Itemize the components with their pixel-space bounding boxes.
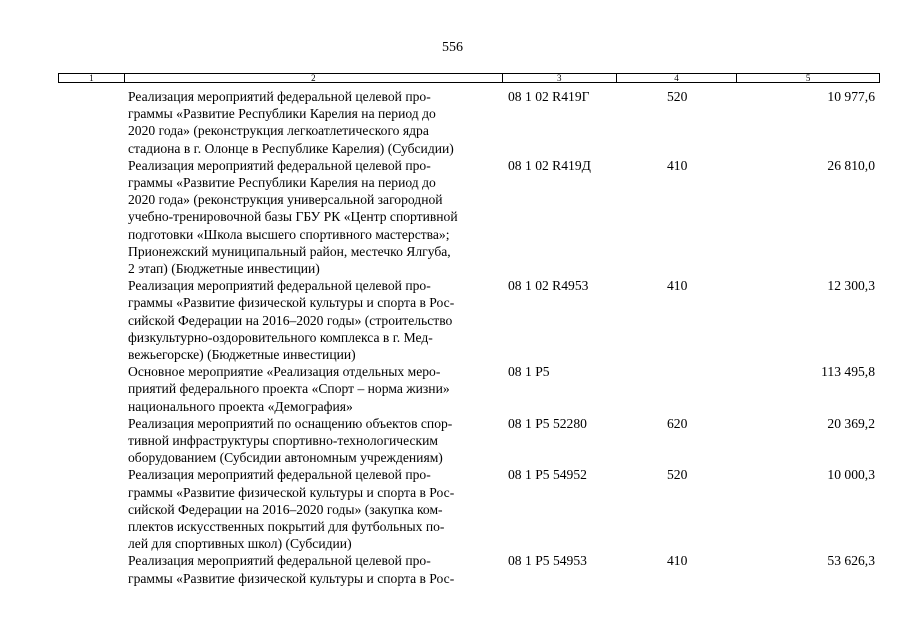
row-amount: 26 810,0 xyxy=(827,157,875,173)
header-cell-2: 2 xyxy=(125,74,503,82)
row-amount: 20 369,2 xyxy=(827,415,875,431)
header-cell-5: 5 xyxy=(805,73,811,83)
row-amount: 12 300,3 xyxy=(827,278,875,294)
row-expense-type: 620 xyxy=(667,415,688,431)
row-code: 08 1 02 R4953 xyxy=(508,278,589,294)
table-row xyxy=(58,466,880,552)
row-description: Реализация мероприятий федеральной целевой про- граммы «Развитие физической культуры и спорта в Рос- xyxy=(128,553,455,586)
table-row xyxy=(58,88,880,157)
row-amount: 10 977,6 xyxy=(827,89,875,104)
header-cell-1: 1 xyxy=(59,74,125,82)
row-description: Реализация мероприятий федеральной целевой про- граммы «Развитие физической культуры и спорта в Рос- сийской Федерации на 2016–2020 годы» (строительство физкультурно-оздоровительного комплекса в г. Мед- вежьегорске) (Бюджетные инвестиции) xyxy=(128,278,455,363)
header-cell-4: 4 xyxy=(617,74,738,82)
row-code: 08 1 P5 52280 xyxy=(508,415,587,431)
table-body xyxy=(58,88,880,587)
row-code: 08 1 P5 xyxy=(508,364,550,380)
row-description: Реализация мероприятий федеральной целевой про- граммы «Развитие Республики Карелия на период до 2020 года» (реконструкция универсальной загородной учебно-тренировочной базы ГБУ РК «Центр спортивной подготовки «Школа высшего спортивного мастерства»; Прионежский муниципальный район, местечко Ялгуба, 2 этап) (Бюджетные инвестиции) xyxy=(128,157,458,277)
row-description: Реализация мероприятий по оснащению объектов спор- тивной инфраструктуры спортивно-технологическим оборудованием (Субсидии автономным учреждениям) xyxy=(128,415,453,466)
page-number: 556 xyxy=(442,40,463,55)
row-code: 08 1 02 R419Г xyxy=(508,89,590,104)
row-expense-type: 410 xyxy=(667,278,688,294)
table-row xyxy=(58,277,880,363)
row-expense-type: 520 xyxy=(667,467,688,483)
row-expense-type: 410 xyxy=(667,553,688,569)
row-description: Реализация мероприятий федеральной целевой про- граммы «Развитие Республики Карелия на период до 2020 года» (реконструкция легкоатлетического ядра стадиона в г. Олонце в Республике Карелия) (Субсидии) xyxy=(128,89,454,156)
table-header xyxy=(58,73,880,83)
row-expense-type: 520 xyxy=(667,89,688,104)
row-amount: 10 000,3 xyxy=(827,467,875,483)
row-code: 08 1 P5 54952 xyxy=(508,467,587,483)
table-row xyxy=(58,552,880,586)
table-row xyxy=(58,157,880,277)
row-amount: 53 626,3 xyxy=(827,553,875,569)
header-cell-3: 3 xyxy=(503,74,617,82)
row-amount: 113 495,8 xyxy=(821,364,875,380)
row-code: 08 1 P5 54953 xyxy=(508,553,587,569)
row-code: 08 1 02 R419Д xyxy=(508,157,591,173)
table-row xyxy=(58,363,880,415)
row-description: Основное мероприятие «Реализация отдельных меро- приятий федерального проекта «Спорт – норма жизни» национального проекта «Демография» xyxy=(128,364,450,414)
row-description: Реализация мероприятий федеральной целевой про- граммы «Развитие физической культуры и спорта в Рос- сийской Федерации на 2016–2020 годы» (закупка ком- плектов искусственных покрытий для футбольных по- лей для спортивных школ) (Субсидии) xyxy=(128,467,455,552)
row-expense-type: 410 xyxy=(667,157,688,173)
table-row xyxy=(58,415,880,467)
